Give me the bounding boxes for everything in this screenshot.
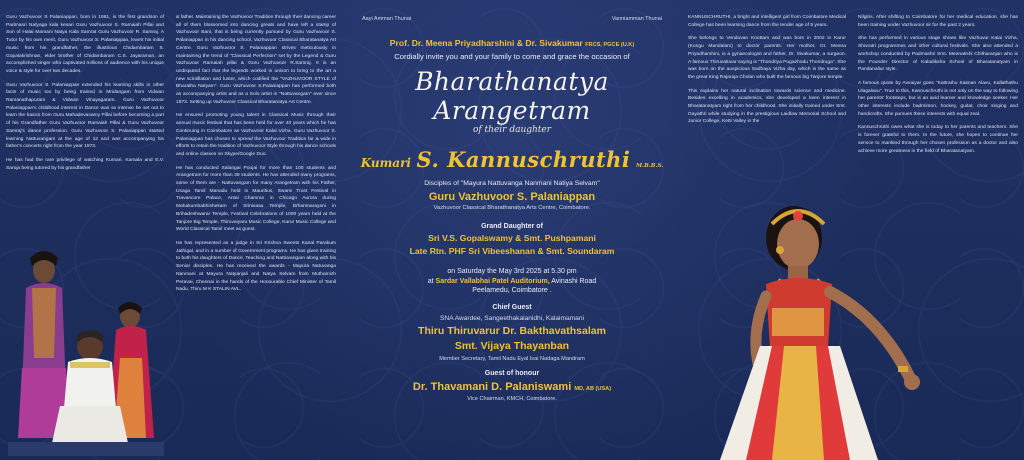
blessings-row [354,16,670,22]
chief-guest-role: Member Secretary, Tamil Nadu Eyal Isai Nadaga Mandram [439,356,585,362]
venue-city: Peelamedu, Coimbatore . [472,287,552,294]
guru-bio-paragraph-7: He has represented as a judge in Sri Krishna Sweets Kanal Parakum Jathigal, and in a number of Government programs. He has given training to both his daughters of Dance, Teaching and Nattuvangam along with his Senior disciples. He has received the awards - Mayura Natuvanga Nanmani at Mayura Natyanjali and Natya Selvam from Muthamizh Peravai, Chennai in the hands of the Honourable Chief Minister of Tamil Nadu, Thiru M K STALIN AVL. [176,240,336,293]
dancer-bio-paragraph-7: Kannuschruthi owes what she is today to her parents and teachers. She is forever grateful to them. In the future, she hopes to continue her service to mankind through her chosen profession as a doctor and also achieve more greatness in the field of Bharatanatyam. [858,125,1018,154]
date-line: on Saturday the May 3rd 2025 at 5.30 pm [447,268,577,275]
hosts-line [354,38,670,48]
guru-bio-paragraph-5: He ensured promoting young talent in Classical Music through their annual music festival that has been held for over 40 years which he has Continuing in Coimbatore as Vazhuvoor Kalai Vizha. Guru Vazhuvoor S. Palaniappan has chosen to spread the Vazhuvoor Tradition far & wide in efforts to retain the tradition of Vazhuvoor Style through his dance schools and online classes on Skype/Google Duo. [176,113,336,157]
guru-bio-paragraph-1: Guru Vazhuvoor S Palaniappan, born in 1961, is the first grandson of Padmasri Natyaga kala kesari Guru Vazhuvoor S. Ramaiah Pillai and Son of Halai Mamani Natya Kala Samrat Guru Vazhuvoor R. Samraj. A Tutor by his own merit, Guru Vazhuvoor S. Palaniappan, learnt his initial music from his grandfather, the illustrious Chidambaram S. Gopalakrishnan, elder brother of Chidambaram C.S. Jayaraman, an accomplished singer who captivated millions of audience with his unique voice & style for over two decades. [6,15,164,74]
dancer-photo [700,168,940,460]
guest-of-honour-role: Vice Chairman, KMCH, Coimbatore. [467,396,557,402]
dancer-bio-paragraph-3: This explains her natural inclination towards science and medicine. Besides excelling in academics, she developed a keen interest in Bharatanatyam right from her childhood. She initially trained under Smt. Gayathri while studying in the prestigious Laidlaw Memorial School and Junior College, Ketti Valley in the [688,88,846,125]
guru-name: Vazhuvoor S. Palaniappan [458,191,596,203]
grand-daughter-heading: Grand Daughter of [481,223,543,230]
dancer-degree: M.B.B.S. [635,163,664,169]
left-blessing: Aayi Amman Thunai [362,16,412,22]
chief-guest-heading: Chief Guest [492,304,532,311]
dancer-bio-paragraph-4: Nilgiris. After shifting to Coimbatore for her medical education, she has been training under Vazhuvoor sir for the past 2 years. [858,15,1018,28]
family-photo [8,238,164,456]
guest-of-honour-name: Dr. Thavamani D. Palaniswami [412,381,572,393]
chief-guest-title: SNA Awardee, Sangeethakalanidhi, Kalaimamani [440,315,584,322]
chief-guest-name-2: Smt. Vijaya Thayanban [454,340,570,352]
venue-line [354,278,670,285]
dancer-bio-paragraph-5: She has performed in various stage shows like Vazhuvur Kalai Vizha, Shivratri programmes and other cultural festivals. She also attended a workshop conducted by Padmashri Smt. Meenakshi Chitharanjan who is the Founder Director of Kaladiksha School of Bharatanatyam in Pandanallur style. [858,36,1018,73]
guru-bio-column-2 [170,0,342,460]
event-title: Bharathanatya Arangetram [415,67,609,125]
invitation-center [342,0,682,460]
venue-prefix: at [427,278,434,285]
invite-line: Cordially invite you and your family to come and grace the occasion of [394,52,630,61]
guru-bio-paragraph-2: Guru Vazhuvoor S. Palaniappan extended his learning skills in other facts of music too by being trained in Mridangam from Vidwan Ramanathapuram & Vidwan Vinayagaram. Guru Vazhuvoor Palaniappan's childhood interest in Dance was so intense he set out to learn the basics from Guru Mahadevasamy Pillai before becoming a part of his Grandfather Guru Vazhuvoor Ramaiah Pillai & Guru Vazhuvoor Samraj's dance profession. Guru Vazhuvoor S. Palaniappan started learning Nattuvangam at the age of 12 and was accompanying his father's concerts right from the year 1973. [6,82,164,150]
guru-bio-paragraph-6: He has conducted Salangai Poojai for more than 100 students and Arangetram for more than 39 students. He has attended many programs, some of them are - Nattuvangam for many Arangetram with his Father, Usaga Tamil Manadu held in Mauritius, Swami Trust Festival in Travancore Palace, Antal Chamran in Chicago Aurora during Mahakumbabhishekam of Srinivasa Temple, Brhanmarayani in Brihadeshwarar Temple, Festival Celebrations of 1000 years held at the Tanjore Big Temple, Thiruvaiyaru Music College, Karur Music College and World Classical Tamil meet as guest. [176,165,336,233]
disciple-line: Disciples of "Mayura Nattuvanga Nanmani Natiya Selvam" [424,180,600,187]
academy-line: Vazhuvoor Classical Bharathanatya Arts Centre, Coimbatore. [433,205,591,211]
right-blessing: Vanniamman Thunai [611,16,662,22]
venue-rest: Avinashi Road [551,278,597,285]
guest-of-honour-suffix: MD, AB (USA) [574,386,612,392]
dancer-name-line [354,147,670,172]
guru-bio-paragraph-3: He has had the rare privilege of watching Kumari. Kamala and E.V. Saroja being tutored by his grandfather [6,157,164,171]
hosts-suffix: FRCS, PGCE (U.K) [585,42,635,48]
grandparents-2: Late Rtn. PHF Sri Vibeeshanan & Smt. Soundaram [409,246,615,256]
grandparents-1: Sri V.S. Gopalswamy & Smt. Pushpamani [428,233,596,243]
guest-of-honour-line [354,381,670,393]
dancer-bio-paragraph-1: KANNUSCHRUTHI, a bright and intelligent girl from Coimbatore Medical College has been learning dance from the tender age of 5 years. [688,15,846,28]
guest-of-honour-heading: Guest of honour [484,370,540,377]
venue-name: Sardar Vallabhai Patel Auditorium, [435,278,550,285]
dancer-name: S. Kannuschruthi [416,147,631,172]
dancer-bio-paragraph-6: A famous quote by Avvaiyar goes "Kattrathu Kaiman Alavu, Kallathathu Ulagalavu". True to this, Kannuschruthi is not only on the way to following her parents' footsteps, but is an avid learner and knowledge seeker. Her other interests include badminton, hockey, guitar, choir singing and handicrafts. She pursues these interests with equal zeal. [858,80,1018,117]
event-subtitle: of their daughter [472,125,552,135]
chief-guest-name-1: Thiru Thiruvarur Dr. Bakthavathsalam [418,325,606,337]
guru-line [354,191,670,203]
guru-bio-paragraph-4: & father. Maintaining the Vazhuvoor Tradition through their dancing career all of them blossomed into dancing greats and have left a stamp of Vazhuvoor Bani, that is being currently pursued by Guru Vazhuvoor S. Palaniappan in his dancing school, Vazhuvoor Classical Bharatanatya Art Centre. Guru Vazhuvoor S. Palaniappan strives meticulously in maintaining the trend of "Classical Perfection" set by the Legend & Guru Vazhuvoor Ramaiah pillai & Guru Vazhuvoor R.Samraj. It is an undisputed fact that the legends worked in unison to bring to the art a new scintillation and luster, which codified the "VAZHUVOOR STYLE of Bharatha Natyam". Guru Vazhuvoor S.Palaniappan has performed both as accompanying artist and as a Solo artist in "Nattuvangam" ever since 1973. Setting up Vazhuvoor Classical Bharatanatya Art Centre. [176,15,336,105]
dancer-honorific: Kumari [360,156,411,170]
hosts-names: Prof. Dr. Meena Priyadharshini & Dr. Sivakumar [389,38,583,48]
dancer-bio-paragraph-2: She belongs to Venduvan Koottam and was born in 2002 in Karur (Kongu Mandalam) to doctor parents. Her mother, Dr. Meena Priyadharshini, is a gynaecologist and father, Dr. Sivakumar, a surgeon. A famous Thiruvaluvar saying is "Thondriya Pugazhodu Thondruga". She was born on the auspicious Sadhaya Vizha day, which is the same as the great King Rajaraja Cholan who built the famous big Tanjore temple. [688,36,846,80]
guru-prefix: Guru [428,191,456,203]
